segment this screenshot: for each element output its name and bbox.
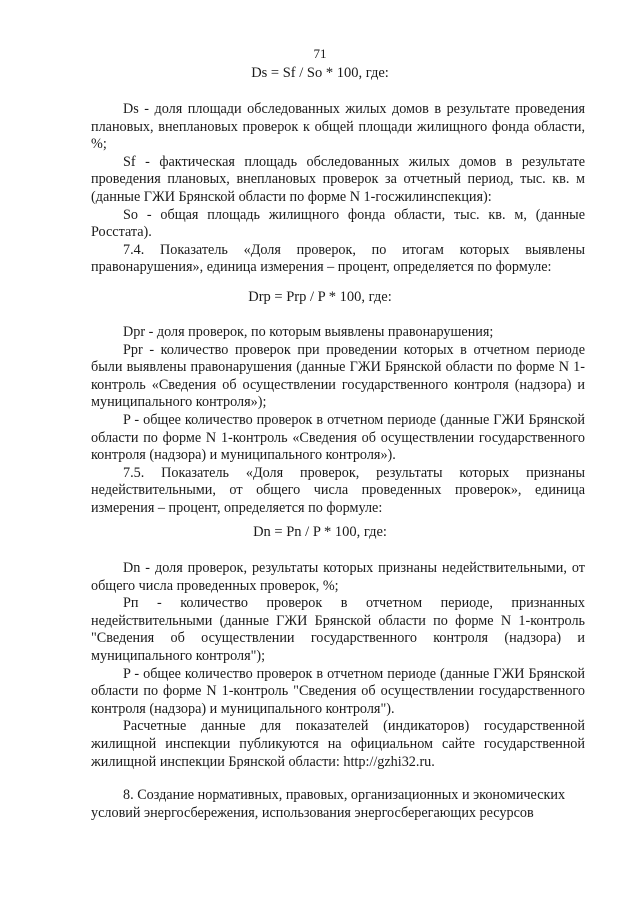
paragraph-ppr: Ppr - количество проверок при проведении которых в отчетном периоде были выявлены правонарушения (данные ГЖИ Брянской области по форме N 1-контроль «Сведения об осуществлении государственного контроля (надзора) и муниципального контроля»); xyxy=(91,341,585,411)
paragraph-sf: Sf - фактическая площадь обследованных жилых домов в результате проведения плановых, внеплановых проверок за отчетный период, тыс. кв. м (данные ГЖИ Брянской области по форме N 1-госжилинспекция): xyxy=(91,153,585,205)
formula-ds: Ds = Sf / So * 100, где: xyxy=(251,65,389,81)
paragraph-dn: Dn - доля проверок, результаты которых признаны недействительными, от общего числа проведенных проверок, %; xyxy=(91,560,585,594)
text-block-drp-definitions xyxy=(91,324,585,518)
paragraph-7-4: 7.4. Показатель «Доля проверок, по итогам которых выявлены правонарушения», единица измерения – процент, определяется по формуле: xyxy=(91,241,585,276)
section-8-block xyxy=(91,787,585,822)
section-8-title: 8. Создание нормативных, правовых, организационных и экономических условий энергосбережения, использования энергосберегающих ресурсов xyxy=(91,787,566,821)
paragraph-publication: Расчетные данные для показателей (индикаторов) государственной жилищной инспекции публикуются на официальном сайте государственной жилищной инспекции Брянской области: http://gzhi32.ru. xyxy=(91,718,585,770)
paragraph-ds: Ds - доля площади обследованных жилых домов в результате проведения плановых, внеплановых проверок к общей площади жилищного фонда области, %; xyxy=(91,101,585,153)
paragraph-7-5: 7.5. Показатель «Доля проверок, результаты которых признаны недействительными, от общего числа проведенных проверок», единица измерения – процент, определяется по формуле: xyxy=(91,464,585,516)
page-number: 71 xyxy=(313,46,327,61)
text-block-ds-definitions xyxy=(91,101,585,277)
text-block-dn-definitions xyxy=(91,560,585,771)
paragraph-pn: Рп - количество проверок в отчетном периоде, признанных недействительными (данные ГЖИ Брянской области по форме N 1-контроль "Сведения об осуществлении государственного контроля (надзора) и муниципального контроля"); xyxy=(91,595,585,664)
paragraph-dpr: Dpr - доля проверок, по которым выявлены правонарушения; xyxy=(123,324,494,340)
paragraph-p-total-2: P - общее количество проверок в отчетном периоде (данные ГЖИ Брянской области по форме N 1-контроль "Сведения об осуществлении государственного контроля (надзора) и муниципального контроля"). xyxy=(91,665,585,717)
formula-drp: Drp = Prp / P * 100, где: xyxy=(248,289,392,305)
formula-dn: Dn = Pn / P * 100, где: xyxy=(253,524,387,540)
paragraph-p-total: P - общее количество проверок в отчетном периоде (данные ГЖИ Брянской области по форме N 1-контроль «Сведения об осуществлении государственного контроля (надзора) и муниципального контроля»). xyxy=(91,411,585,464)
paragraph-so: So - общая площадь жилищного фонда области, тыс. кв. м, (данные Росстата). xyxy=(91,206,585,241)
